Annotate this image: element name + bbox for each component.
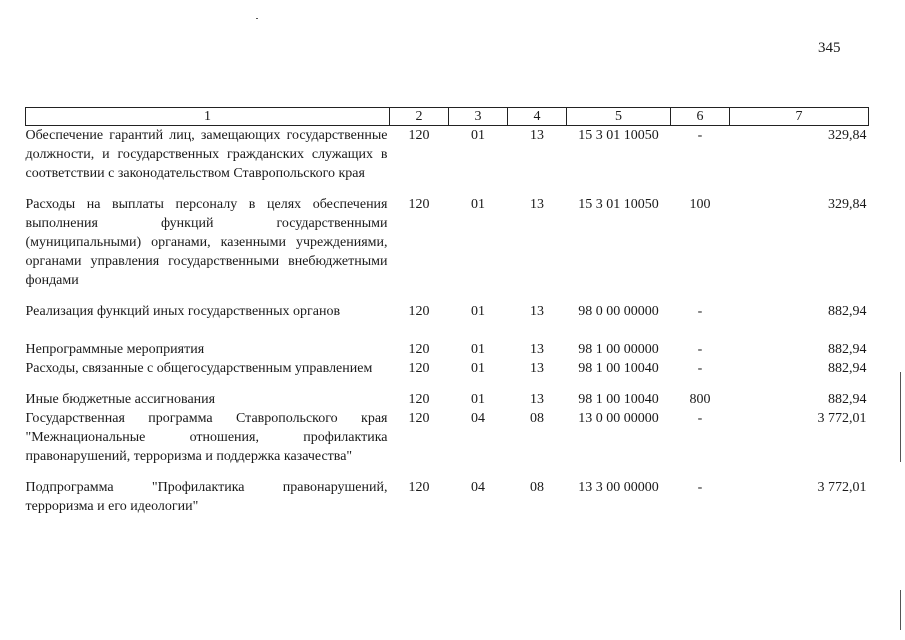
table-row xyxy=(26,302,869,340)
row-amount: 3 772,01 xyxy=(817,480,867,495)
column-header-3: 3 xyxy=(449,108,508,126)
scan-dust-mark xyxy=(256,18,258,19)
column-header-1: 1 xyxy=(26,108,390,126)
row-subsection-code: 08 xyxy=(530,411,544,426)
row-section-code: 01 xyxy=(471,128,485,143)
row-section-code: 04 xyxy=(471,411,485,426)
row-ministry-code: 120 xyxy=(408,411,430,426)
row-expense-type: - xyxy=(697,411,703,426)
row-section-code: 01 xyxy=(471,304,485,319)
row-name: Непрограммные мероприятия xyxy=(25,342,205,357)
row-ministry-code: 120 xyxy=(408,304,430,319)
row-name: Реализация функций иных государственных органов xyxy=(25,304,341,319)
table-row xyxy=(26,409,869,478)
column-header-2: 2 xyxy=(390,108,449,126)
row-subsection-code: 13 xyxy=(530,342,544,357)
row-subsection-code: 13 xyxy=(530,128,544,143)
row-target-article: 15 3 01 10050 xyxy=(578,197,659,212)
row-ministry-code: 120 xyxy=(408,392,430,407)
row-amount: 329,84 xyxy=(828,197,867,212)
row-expense-type: 100 xyxy=(689,197,711,212)
row-expense-type: - xyxy=(697,361,703,376)
row-name: Обеспечение гарантий лиц, замещающих государственные должности, и государственных гражданских служащих в соответствии с законодательством Ставропольского края xyxy=(25,128,388,181)
table-row xyxy=(26,390,869,409)
row-section-code: 01 xyxy=(471,361,485,376)
table-row xyxy=(26,359,869,390)
table-row xyxy=(26,126,869,196)
row-subsection-code: 08 xyxy=(530,480,544,495)
table-row xyxy=(26,478,869,516)
row-expense-type: - xyxy=(697,304,703,319)
row-ministry-code: 120 xyxy=(408,342,430,357)
row-ministry-code: 120 xyxy=(408,361,430,376)
row-section-code: 01 xyxy=(471,197,485,212)
row-ministry-code: 120 xyxy=(408,480,430,495)
table-row xyxy=(26,340,869,359)
row-section-code: 04 xyxy=(471,480,485,495)
row-ministry-code: 120 xyxy=(408,197,430,212)
row-expense-type: 800 xyxy=(689,392,711,407)
budget-table xyxy=(25,107,869,516)
row-subsection-code: 13 xyxy=(530,304,544,319)
row-expense-type: - xyxy=(697,480,703,495)
row-name: Расходы, связанные с общегосударственным управлением xyxy=(25,361,373,376)
row-ministry-code: 120 xyxy=(408,128,430,143)
scan-edge-mark xyxy=(900,590,901,630)
column-header-6: 6 xyxy=(671,108,730,126)
row-subsection-code: 13 xyxy=(530,361,544,376)
row-amount: 329,84 xyxy=(828,128,867,143)
row-name: Иные бюджетные ассигнования xyxy=(25,392,216,407)
row-section-code: 01 xyxy=(471,342,485,357)
row-target-article: 98 1 00 00000 xyxy=(578,342,659,357)
row-name: Расходы на выплаты персоналу в целях обеспечения выполнения функций государственными (муниципальными) органами, казенными учреждениями, органами управления государственными внебюджетными фондами xyxy=(25,197,388,288)
row-target-article: 13 3 00 00000 xyxy=(578,480,659,495)
column-header-7: 7 xyxy=(730,108,869,126)
page-number: 345 xyxy=(818,40,841,56)
column-header-5: 5 xyxy=(567,108,671,126)
row-amount: 882,94 xyxy=(828,342,867,357)
column-header-4: 4 xyxy=(508,108,567,126)
row-section-code: 01 xyxy=(471,392,485,407)
column-number-header-row xyxy=(26,108,869,126)
row-target-article: 98 1 00 10040 xyxy=(578,392,659,407)
row-name: Подпрограмма "Профилактика правонарушений, терроризма и его идеологии" xyxy=(25,480,388,514)
scan-edge-mark xyxy=(900,372,901,462)
row-subsection-code: 13 xyxy=(530,392,544,407)
row-expense-type: - xyxy=(697,342,703,357)
row-amount: 882,94 xyxy=(828,361,867,376)
row-amount: 882,94 xyxy=(828,392,867,407)
row-target-article: 98 0 00 00000 xyxy=(578,304,659,319)
row-target-article: 13 0 00 00000 xyxy=(578,411,659,426)
table-row xyxy=(26,195,869,302)
row-target-article: 98 1 00 10040 xyxy=(578,361,659,376)
row-amount: 882,94 xyxy=(828,304,867,319)
row-subsection-code: 13 xyxy=(530,197,544,212)
row-expense-type: - xyxy=(697,128,703,143)
row-amount: 3 772,01 xyxy=(817,411,867,426)
row-name: Государственная программа Ставропольского края "Межнациональные отношения, профилактика правонарушений, терроризма и поддержка казачества" xyxy=(25,411,388,464)
row-target-article: 15 3 01 10050 xyxy=(578,128,659,143)
